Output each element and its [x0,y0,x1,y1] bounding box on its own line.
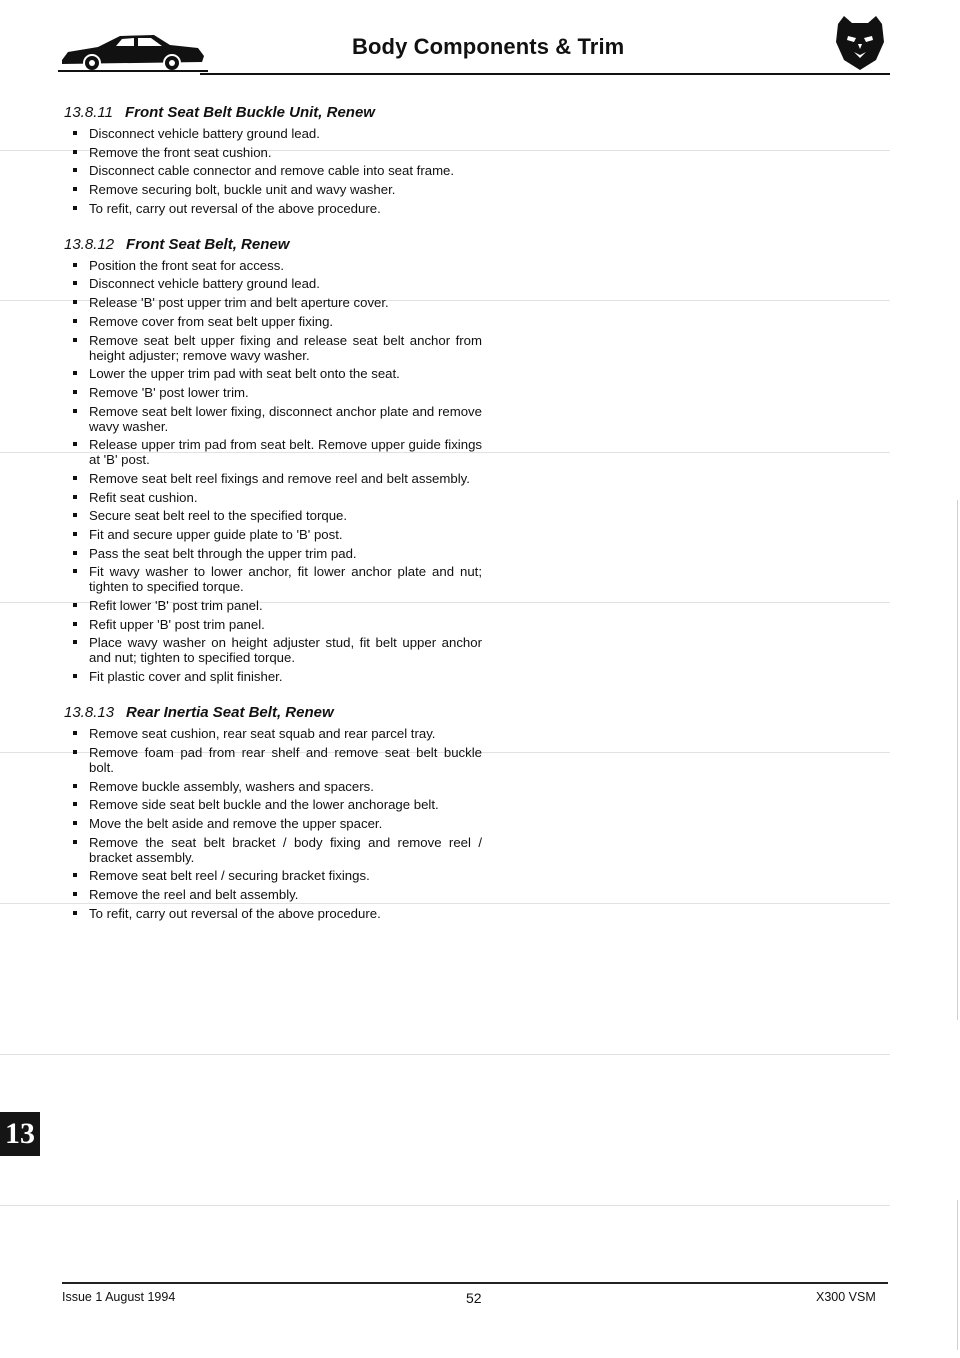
step-item: Remove seat cushion, rear seat squab and rear parcel tray. [62,726,482,741]
issue-date: Issue 1 August 1994 [62,1290,176,1304]
step-item: Refit lower 'B' post trim panel. [62,598,482,613]
step-item: Place wavy washer on height adjuster stud, fit belt upper anchor and nut; tighten to specified torque. [62,635,482,665]
scan-rule [0,1205,890,1206]
step-item: Disconnect vehicle battery ground lead. [62,126,482,141]
step-item: Fit wavy washer to lower anchor, fit lower anchor plate and nut; tighten to specified torque. [62,564,482,594]
step-list [62,726,482,921]
header-rule [200,73,890,75]
step-item: Remove foam pad from rear shelf and remove seat belt buckle bolt. [62,745,482,775]
step-item: Move the belt aside and remove the upper spacer. [62,816,482,831]
chapter-tab: 13 [0,1112,40,1156]
car-icon [58,26,208,72]
section-heading [64,236,482,253]
step-item: Remove the front seat cushion. [62,145,482,160]
step-item: Remove seat belt reel / securing bracket fixings. [62,868,482,883]
step-item: Disconnect cable connector and remove cable into seat frame. [62,163,482,178]
step-item: Position the front seat for access. [62,258,482,273]
step-item: Remove buckle assembly, washers and spacers. [62,779,482,794]
jaguar-head-icon [832,14,888,72]
step-item: Remove 'B' post lower trim. [62,385,482,400]
section-number: 13.8.13 [64,704,115,722]
step-item: To refit, carry out reversal of the above procedure. [62,201,482,216]
section-rear-inertia-seat-belt [62,704,482,921]
step-item: Disconnect vehicle battery ground lead. [62,276,482,291]
step-item: Pass the seat belt through the upper trim pad. [62,546,482,561]
page-title: Body Components & Trim [352,34,625,59]
step-list [62,258,482,684]
scan-edge-line [957,1200,958,1350]
scan-rule [0,1054,890,1055]
section-title: Front Seat Belt, Renew [126,235,290,253]
manual-code: X300 VSM [816,1290,876,1304]
section-front-seat-belt [62,236,482,684]
step-item: Remove side seat belt buckle and the lower anchorage belt. [62,797,482,812]
step-item: Secure seat belt reel to the specified torque. [62,508,482,523]
page-number: 52 [466,1290,482,1306]
step-item: Remove seat belt upper fixing and release seat belt anchor from height adjuster; remove wavy washer. [62,333,482,363]
footer-rule [62,1282,888,1284]
step-item: Remove cover from seat belt upper fixing. [62,314,482,329]
step-item: Refit seat cushion. [62,490,482,505]
step-item: Release 'B' post upper trim and belt aperture cover. [62,295,482,310]
section-heading [64,104,482,121]
step-item: Lower the upper trim pad with seat belt onto the seat. [62,366,482,381]
section-title: Front Seat Belt Buckle Unit, Renew [124,104,375,121]
scan-edge-line [957,500,958,1020]
section-front-seat-belt-buckle [62,104,482,216]
step-item: Remove seat belt lower fixing, disconnect anchor plate and remove wavy washer. [62,404,482,434]
section-number: 13.8.12 [64,235,115,253]
section-heading [64,704,482,721]
step-list [62,126,482,216]
step-item: Refit upper 'B' post trim panel. [62,617,482,632]
page-content [62,104,482,941]
step-item: Remove the seat belt bracket / body fixing and remove reel / bracket assembly. [62,835,482,865]
step-item: Fit plastic cover and split finisher. [62,669,482,684]
step-item: Release upper trim pad from seat belt. Remove upper guide fixings at 'B' post. [62,437,482,467]
step-item: Remove securing bolt, buckle unit and wavy washer. [62,182,482,197]
section-title: Rear Inertia Seat Belt, Renew [126,704,334,722]
step-item: Remove seat belt reel fixings and remove reel and belt assembly. [62,471,482,486]
step-item: To refit, carry out reversal of the above procedure. [62,906,482,921]
page-header [0,0,960,80]
step-item: Remove the reel and belt assembly. [62,887,482,902]
section-number: 13.8.11 [64,104,113,121]
step-item: Fit and secure upper guide plate to 'B' post. [62,527,482,542]
